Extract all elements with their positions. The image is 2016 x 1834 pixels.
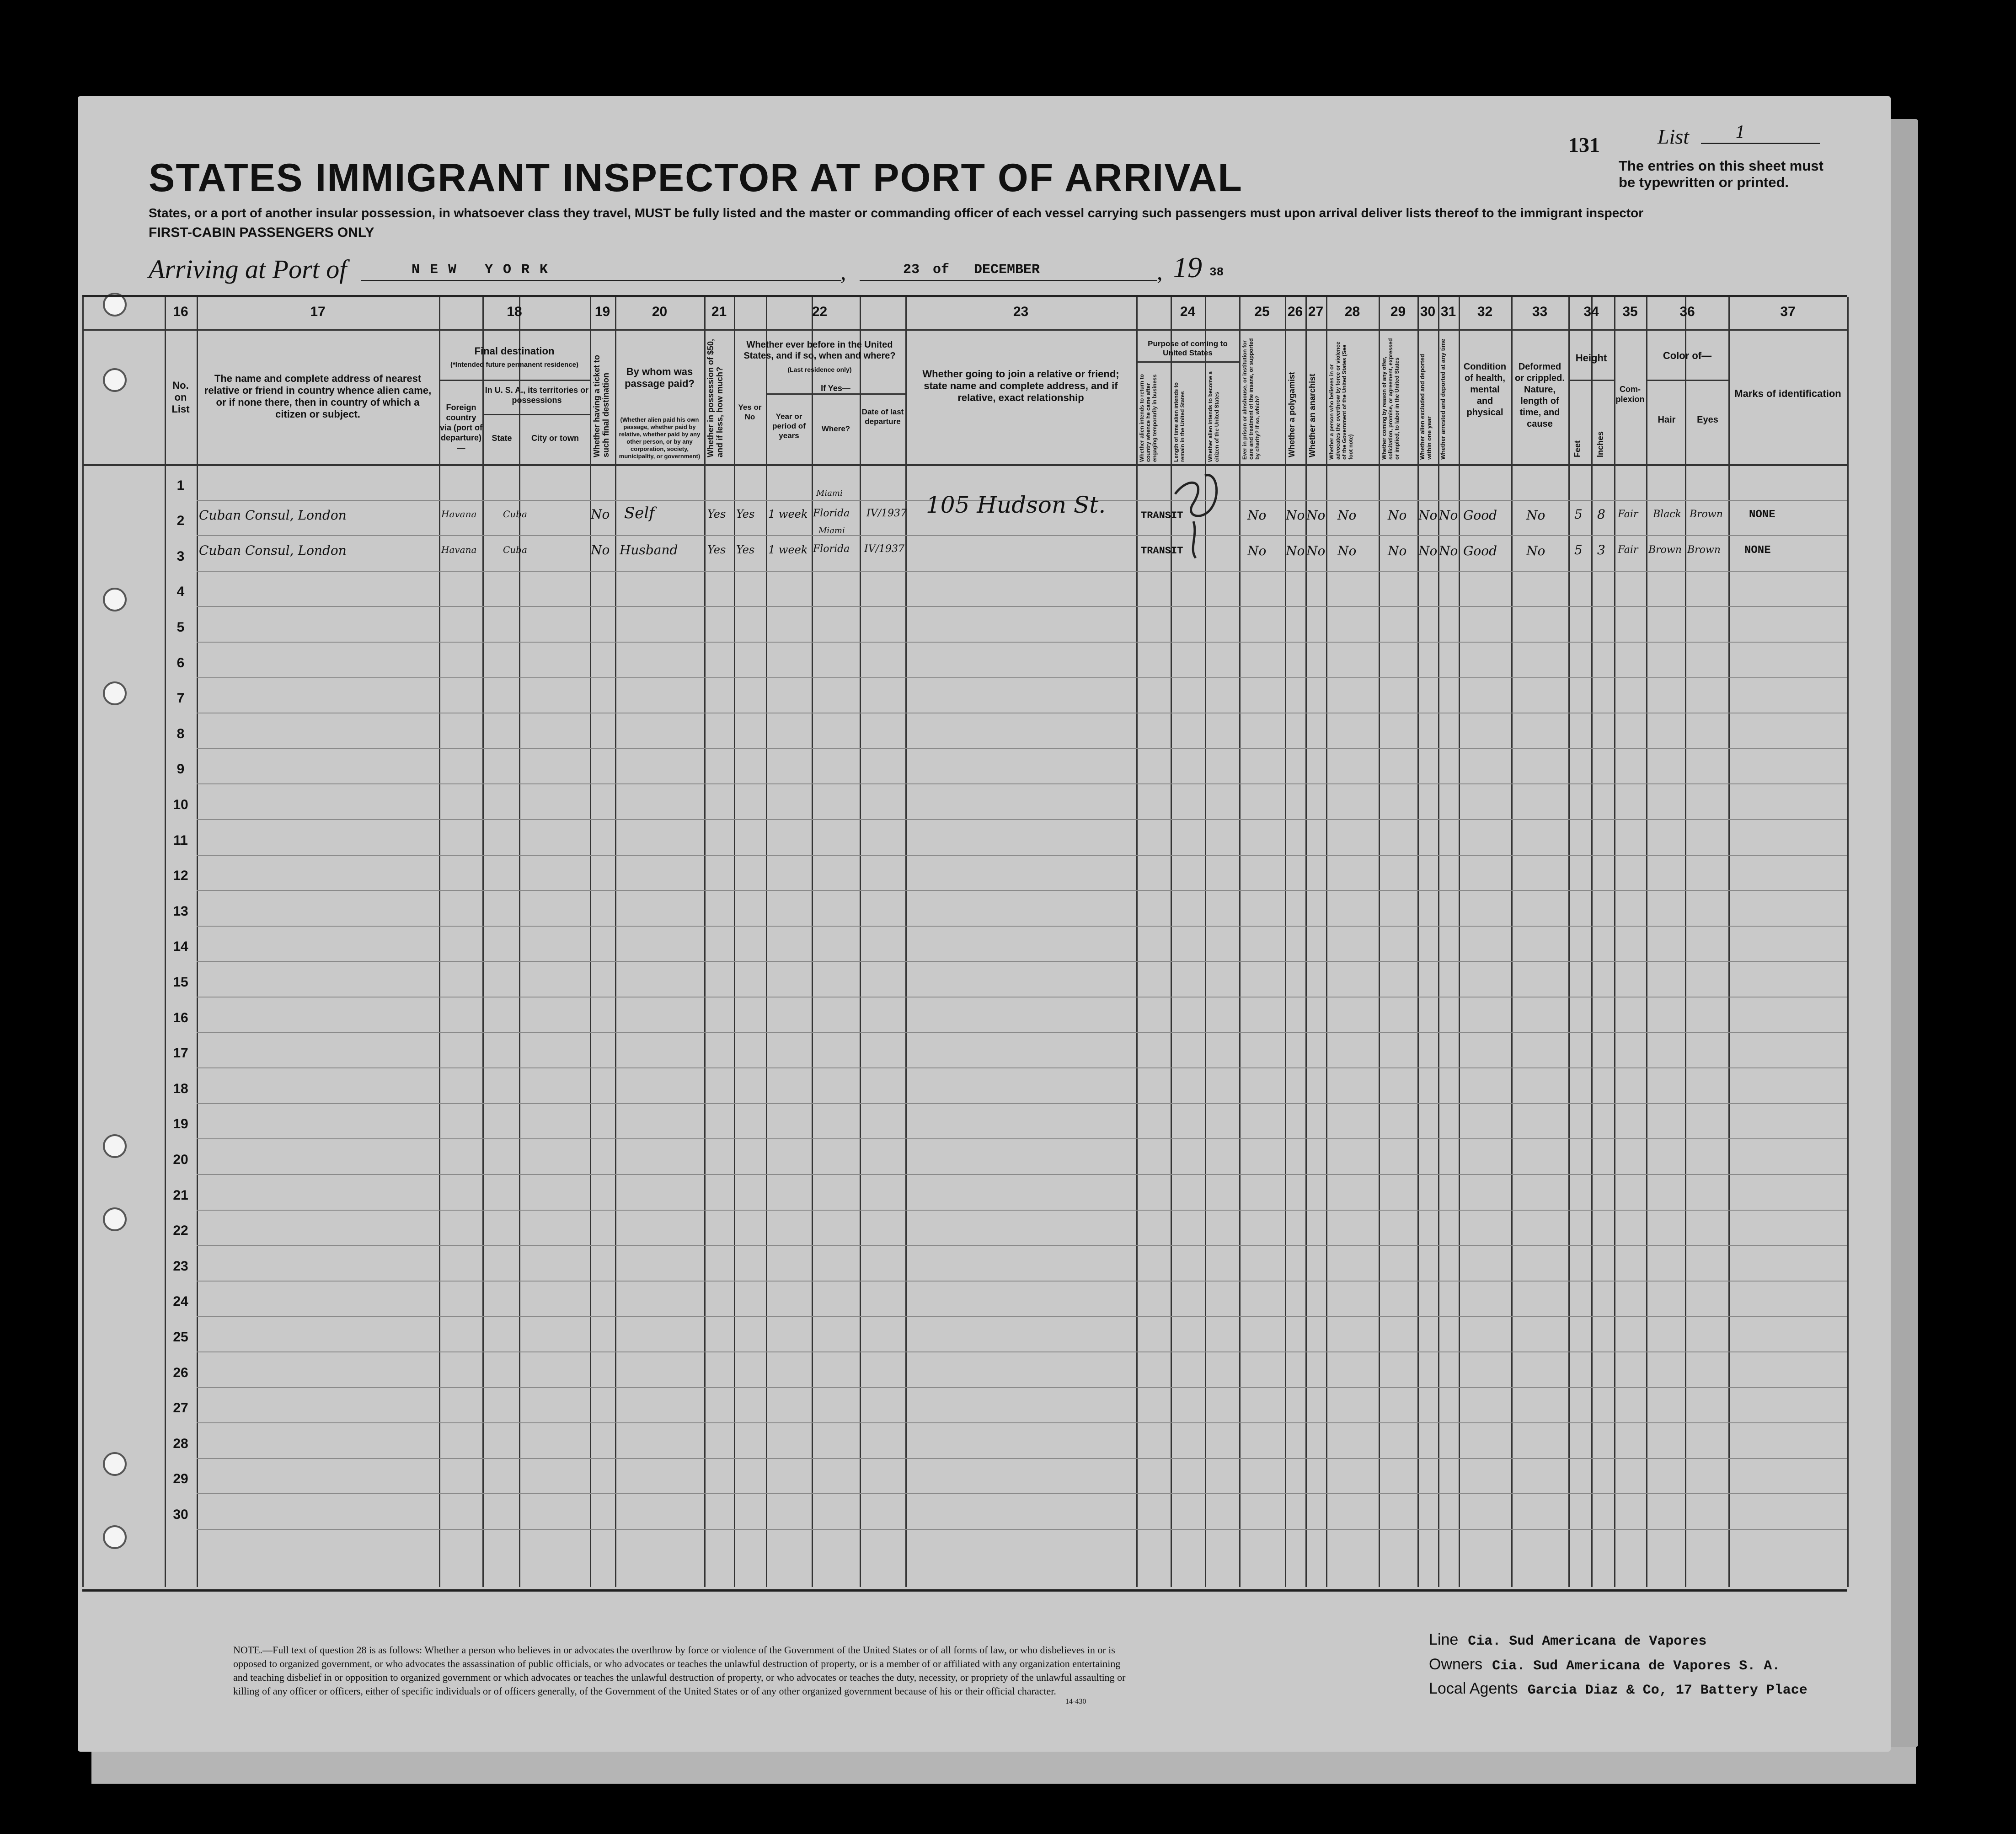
cell-where-state: Florida (813, 508, 850, 519)
colnum-30: 30 (1420, 304, 1436, 319)
cell-inches: 8 (1597, 507, 1605, 522)
cell-complexion: Fair (1618, 544, 1638, 556)
row-number: 27 (173, 1400, 188, 1416)
column-divider (766, 297, 767, 1587)
cell-deported: No (1439, 508, 1458, 523)
cell-hair: Black (1653, 509, 1681, 520)
row-divider (197, 1493, 1847, 1494)
column-number-rule (82, 329, 1847, 331)
table-top-rule (82, 295, 1847, 297)
cell-anarchist: No (1306, 508, 1326, 523)
sheet-number: 131 (1568, 133, 1600, 156)
column-divider (615, 297, 616, 1587)
colnum-17: 17 (310, 304, 326, 319)
column-divider (482, 297, 484, 1587)
row-divider (197, 855, 1847, 856)
header-join-relative: Whether going to join a relative or friend; state name and complete address, and if relative, exact relationship (922, 368, 1119, 403)
punch-hole (103, 1207, 127, 1231)
header-where: Where? (821, 424, 850, 433)
row-number: 21 (173, 1187, 188, 1203)
cell-paid-by: Husband (620, 542, 678, 558)
colnum-32: 32 (1477, 304, 1493, 319)
cell-deformed: No (1526, 543, 1545, 558)
year-suffix: 38 (1209, 265, 1224, 279)
header-if-yes: If Yes— (821, 384, 850, 393)
row-divider (197, 783, 1847, 784)
header-height: Height (1575, 352, 1607, 364)
header-in-usa: In U. S. A., its territories or possessions (485, 386, 589, 405)
column-divider (1728, 297, 1730, 1587)
row-number: 24 (173, 1294, 188, 1309)
page-title: STATES IMMIGRANT INSPECTOR AT PORT OF ARRIVAL (149, 156, 1243, 200)
colnum-34: 34 (1583, 304, 1599, 319)
row-divider (197, 1351, 1847, 1352)
cell-polygamist: No (1286, 543, 1305, 558)
agents-label: Local Agents (1429, 1680, 1518, 1697)
row-divider (197, 1316, 1847, 1317)
row-number: 18 (173, 1081, 188, 1096)
row-number: 19 (173, 1116, 188, 1132)
cell-where-city: Miami (818, 526, 845, 536)
colnum-18: 18 (507, 304, 522, 319)
colnum-33: 33 (1532, 304, 1548, 319)
cell-deported: No (1439, 543, 1458, 558)
header-purpose-a: Whether alien intends to return to country whence he came after engaging temporarily in business (1139, 374, 1158, 462)
header-city: City or town (531, 434, 579, 443)
header-health: Condition of health, mental and physical (1463, 362, 1507, 418)
row-number: 17 (173, 1046, 188, 1061)
table-bottom-rule (82, 1589, 1847, 1592)
cell-relative: Cuban Consul, London (199, 508, 347, 523)
colnum-26: 26 (1287, 304, 1303, 319)
column-divider (1136, 297, 1138, 1587)
rule (439, 380, 590, 381)
cell-deformed: No (1526, 508, 1545, 523)
cell-join: 105 Hudson St. (926, 492, 1106, 518)
cell-money: Yes (707, 508, 726, 520)
date-day: 23 (903, 262, 920, 278)
cell-hair: Brown (1648, 544, 1682, 556)
row-divider (197, 1174, 1847, 1175)
column-divider (704, 297, 706, 1587)
cell-money: Yes (707, 543, 726, 556)
column-divider (1685, 297, 1686, 1587)
header-yes-or-no: Yes or No (738, 403, 762, 421)
header-inches: Inches (1596, 431, 1605, 457)
colnum-36: 36 (1679, 304, 1695, 319)
column-divider (1305, 297, 1307, 1587)
column-divider (197, 297, 198, 1587)
cell-purpose: TRANSIT (1141, 545, 1183, 557)
header-passage-paid: By whom was passage paid? (625, 366, 695, 389)
row-divider (197, 1210, 1847, 1211)
cell-labor: No (1388, 543, 1407, 558)
row-number: 30 (173, 1507, 188, 1522)
row-number: 29 (173, 1471, 188, 1487)
cell-feet: 5 (1574, 542, 1583, 558)
header-hair: Hair (1658, 415, 1676, 425)
row-number: 28 (173, 1436, 188, 1451)
header-final-destination: Final destination (474, 345, 555, 357)
list-label: List (1658, 125, 1690, 148)
header-prison: Ever in prison or almshouse, or institution for care and treatment of the insane, or supported by charity? If so, which? (1241, 338, 1261, 460)
header-labor: Whether coming by reason of any offer, solicitation, promise, or agreement, expressed or implied, to labor in the United States (1381, 338, 1400, 460)
cell-polygamist: No (1286, 508, 1305, 523)
header-color-of: Color of— (1663, 350, 1712, 361)
punch-hole (103, 588, 127, 611)
first-cabin-note: FIRST-CABIN PASSENGERS ONLY (149, 225, 374, 240)
header-deformed: Deformed or crippled. Nature, length of time, and cause (1515, 362, 1565, 429)
row-divider (197, 926, 1847, 927)
punch-hole (103, 1525, 127, 1549)
footnote-question-28: NOTE.—Full text of question 28 is as follows: Whether a person who believes in or advocates the overthrow by force or violence of the Government of the United States or of all forms of law, or who disbelieves in or is opposed to organized government, or who advocates the assassination of public officials, or who advocates or teaches the unlawful destruction of property, or is a member of or affiliated with any organization entertaining and teaching disbelief in or opposition to organized government or which advocates or teaches the unlawful destruction of property, or who advocates or teaches the duty, necessity, or propriety of the unlawful assaulting or killing of any officer or officers, either of specific individuals or of officers generally, of the Government of the United States or of any other organized government because of his or their official character. (233, 1644, 1126, 1697)
header-complexion: Com-plexion (1615, 385, 1645, 404)
port-line (361, 280, 841, 281)
colnum-28: 28 (1344, 304, 1360, 319)
column-divider (1646, 297, 1647, 1587)
cell-purpose: TRANSIT (1141, 510, 1183, 521)
column-divider (1614, 297, 1615, 1587)
cell-prison: No (1247, 508, 1267, 523)
punch-hole (103, 1452, 127, 1476)
cell-excluded: No (1418, 543, 1438, 558)
row-number: 13 (173, 903, 188, 919)
row-number: 6 (176, 655, 185, 670)
header-ticket: Whether having a ticket to such final destination (592, 354, 610, 457)
line-row (1429, 1630, 1706, 1649)
header-eyes: Eyes (1697, 415, 1718, 425)
row-divider (197, 1387, 1847, 1388)
row-number: 1 (176, 477, 185, 493)
comma: , (840, 259, 846, 284)
row-number: 3 (176, 548, 185, 564)
punch-hole (103, 1134, 127, 1158)
row-number: 4 (176, 584, 185, 600)
header-money: Whether in possession of $50, and if less, how much? (706, 338, 724, 457)
row-divider (197, 1245, 1847, 1246)
header-purpose-b: Length of time alien intends to remain in the United States (1173, 382, 1186, 462)
owners-value: Cia. Sud Americana de Vapores S. A. (1492, 1658, 1781, 1674)
column-divider (812, 297, 813, 1587)
header-polygamist: Whether a polygamist (1287, 371, 1296, 457)
date-of: of (933, 262, 950, 278)
list-number: 1 (1735, 123, 1746, 142)
cell-eyes: Brown (1687, 544, 1721, 556)
rule (482, 414, 590, 415)
row-divider (197, 1281, 1847, 1282)
cell-foreign-country: Havana (441, 509, 477, 520)
header-purpose: Purpose of coming to United States (1148, 339, 1228, 357)
cell-foreign-country: Havana (441, 544, 477, 555)
column-divider (1511, 297, 1513, 1587)
row-number: 7 (176, 691, 185, 706)
cell-date-last: IV/1937 (866, 508, 907, 519)
cell-prison: No (1247, 543, 1267, 558)
row-divider (197, 1032, 1847, 1033)
column-divider (905, 297, 907, 1587)
header-passage-paid-sub: (Whether alien paid his own passage, whether paid by relative, whether paid by any other person, or by any corporation, society, municipality, or government) (619, 416, 701, 460)
header-date-last-departure: Date of last departure (861, 408, 904, 426)
cell-anarchist: No (1306, 543, 1326, 558)
punch-hole (103, 681, 127, 705)
colnum-19: 19 (594, 304, 610, 319)
column-divider (1847, 297, 1849, 1587)
row-divider (197, 1103, 1847, 1104)
list-underline (1701, 143, 1820, 144)
cell-state: Cuba (503, 509, 527, 520)
arriving-label: Arriving at Port of (149, 254, 347, 284)
row-number: 5 (176, 620, 185, 635)
row-number: 15 (173, 975, 188, 990)
inspector-signature-mark (1161, 467, 1225, 563)
row-divider (197, 571, 1847, 572)
colnum-24: 24 (1180, 304, 1196, 319)
year-prefix: 19 (1173, 251, 1202, 284)
punch-hole (103, 368, 127, 392)
colnum-37: 37 (1780, 304, 1796, 319)
cell-complexion: Fair (1618, 509, 1638, 520)
entries-note: The entries on this sheet must be typewritten or printed. (1619, 158, 1823, 190)
row-divider (197, 1422, 1847, 1423)
row-divider (197, 606, 1847, 607)
agents-row (1429, 1678, 1807, 1698)
rule (1136, 361, 1239, 363)
cell-state: Cuba (503, 544, 527, 555)
cell-before: Yes (736, 508, 755, 520)
row-number: 20 (173, 1152, 188, 1167)
header-feet: Feet (1573, 440, 1582, 457)
row-number: 26 (173, 1365, 188, 1380)
rule (1646, 380, 1728, 381)
rule (766, 393, 905, 395)
date-line (860, 280, 1157, 281)
row-divider (197, 819, 1847, 820)
owners-row (1429, 1654, 1780, 1674)
column-divider (1438, 297, 1439, 1587)
header-ever-before: Whether ever before in the United States, and if so, when and where? (743, 340, 896, 361)
row-number: 2 (176, 513, 185, 529)
colnum-25: 25 (1254, 304, 1270, 319)
owners-label: Owners (1429, 1656, 1483, 1673)
header-excluded: Whether alien excluded and deported within one year (1419, 354, 1433, 460)
row-number: 8 (176, 726, 185, 741)
row-number: 12 (173, 868, 188, 884)
cell-marks: NONE (1749, 509, 1775, 521)
header-bottom-rule (82, 464, 1847, 466)
row-divider (197, 642, 1847, 643)
header-no-on-list: No. on List (171, 380, 190, 415)
date-month: DECEMBER (974, 262, 1040, 278)
row-number: 11 (173, 832, 188, 848)
column-divider (860, 297, 861, 1587)
column-divider (82, 297, 84, 1587)
row-divider (197, 535, 1847, 536)
colnum-27: 27 (1308, 304, 1324, 319)
row-divider (197, 1067, 1847, 1068)
column-divider (1326, 297, 1327, 1587)
cell-excluded: No (1418, 508, 1438, 523)
row-number: 10 (173, 797, 188, 812)
row-number: 9 (176, 761, 185, 777)
column-divider (1239, 297, 1241, 1587)
cell-period: 1 week (768, 508, 808, 520)
column-divider (519, 297, 520, 1587)
form-code: 14-430 (1065, 1698, 1086, 1705)
colnum-23: 23 (1013, 304, 1029, 319)
cell-health: Good (1463, 543, 1497, 558)
column-divider (734, 297, 735, 1587)
underlying-page-bottom (91, 1747, 1916, 1784)
column-divider (1417, 297, 1419, 1587)
intro-text: States, or a port of another insular possession, in whatsoever class they travel, MUST be fully listed and the master or commanding officer of each vessel carrying such passengers must upon arrival deliver lists thereof to the immigrant inspector (149, 206, 1644, 220)
cell-labor: No (1388, 508, 1407, 523)
cell-eyes: Brown (1690, 509, 1723, 520)
row-divider (197, 677, 1847, 678)
row-divider (197, 1458, 1847, 1459)
line-label: Line (1429, 1631, 1459, 1648)
cell-date-last: IV/1937 (864, 543, 904, 555)
row-number: 23 (173, 1258, 188, 1274)
line-value: Cia. Sud Americana de Vapores (1468, 1634, 1707, 1649)
header-overthrow: Whether a person who believes in or advocates the overthrow by force or violence of the Government of the United States (See foot note) (1328, 341, 1354, 460)
colnum-31: 31 (1440, 304, 1456, 319)
header-foreign-country: Foreign country via (port of departure)— (440, 403, 482, 452)
header-state: State (492, 434, 512, 443)
colnum-20: 20 (652, 304, 668, 319)
row-divider (197, 890, 1847, 891)
column-divider (590, 297, 591, 1587)
agents-value: Garcia Diaz & Co, 17 Battery Place (1527, 1683, 1807, 1698)
colnum-35: 35 (1622, 304, 1638, 319)
row-divider (197, 748, 1847, 749)
comma2: , (1157, 259, 1163, 284)
column-divider (1285, 297, 1286, 1587)
row-number: 16 (173, 1010, 188, 1025)
cell-period: 1 week (768, 543, 808, 556)
column-divider (439, 297, 440, 1587)
header-arrested: Whether arrested and deported at any time (1439, 338, 1446, 460)
cell-where-city: Miami (816, 488, 843, 498)
column-divider (1568, 297, 1570, 1587)
column-divider (1459, 297, 1460, 1587)
header-purpose-c: Whether alien intends to become a citizen of the United States (1207, 371, 1220, 462)
cell-overthrow: No (1337, 543, 1357, 558)
cell-inches: 3 (1597, 542, 1605, 558)
manifest-sheet (78, 96, 1891, 1752)
colnum-21: 21 (711, 304, 727, 319)
port-value: NEW YORK (412, 262, 558, 278)
cell-paid-by: Self (624, 504, 655, 522)
cell-overthrow: No (1337, 508, 1357, 523)
row-number: 22 (173, 1223, 188, 1239)
cell-relative: Cuban Consul, London (199, 543, 347, 558)
header-ever-before-sub: (Last residence only) (787, 366, 852, 373)
cell-where-state: Florida (813, 543, 850, 555)
row-divider (197, 1529, 1847, 1530)
colnum-29: 29 (1390, 304, 1406, 319)
column-divider (1379, 297, 1380, 1587)
header-nearest-relative: The name and complete address of nearest relative or friend in country whence alien came, or if none there, then in country of which a citizen or subject. (204, 373, 432, 420)
column-divider (1591, 297, 1593, 1587)
cell-ticket: No (591, 542, 610, 558)
header-marks: Marks of identification (1734, 388, 1841, 399)
header-anarchist: Whether an anarchist (1308, 373, 1317, 457)
row-number: 25 (173, 1330, 188, 1345)
cell-feet: 5 (1574, 507, 1583, 522)
header-year-period: Year or period of years (772, 412, 806, 440)
cell-ticket: No (591, 507, 610, 522)
rule (1568, 380, 1614, 381)
row-divider (197, 961, 1847, 962)
cell-before: Yes (736, 543, 755, 556)
colnum-16: 16 (173, 304, 188, 319)
row-divider (197, 1138, 1847, 1139)
cell-health: Good (1463, 508, 1497, 523)
header-final-destination-sub: (*Intended future permanent residence) (450, 361, 579, 369)
colnum-22: 22 (812, 304, 828, 319)
row-number: 14 (173, 939, 188, 955)
cell-marks: NONE (1744, 544, 1771, 557)
